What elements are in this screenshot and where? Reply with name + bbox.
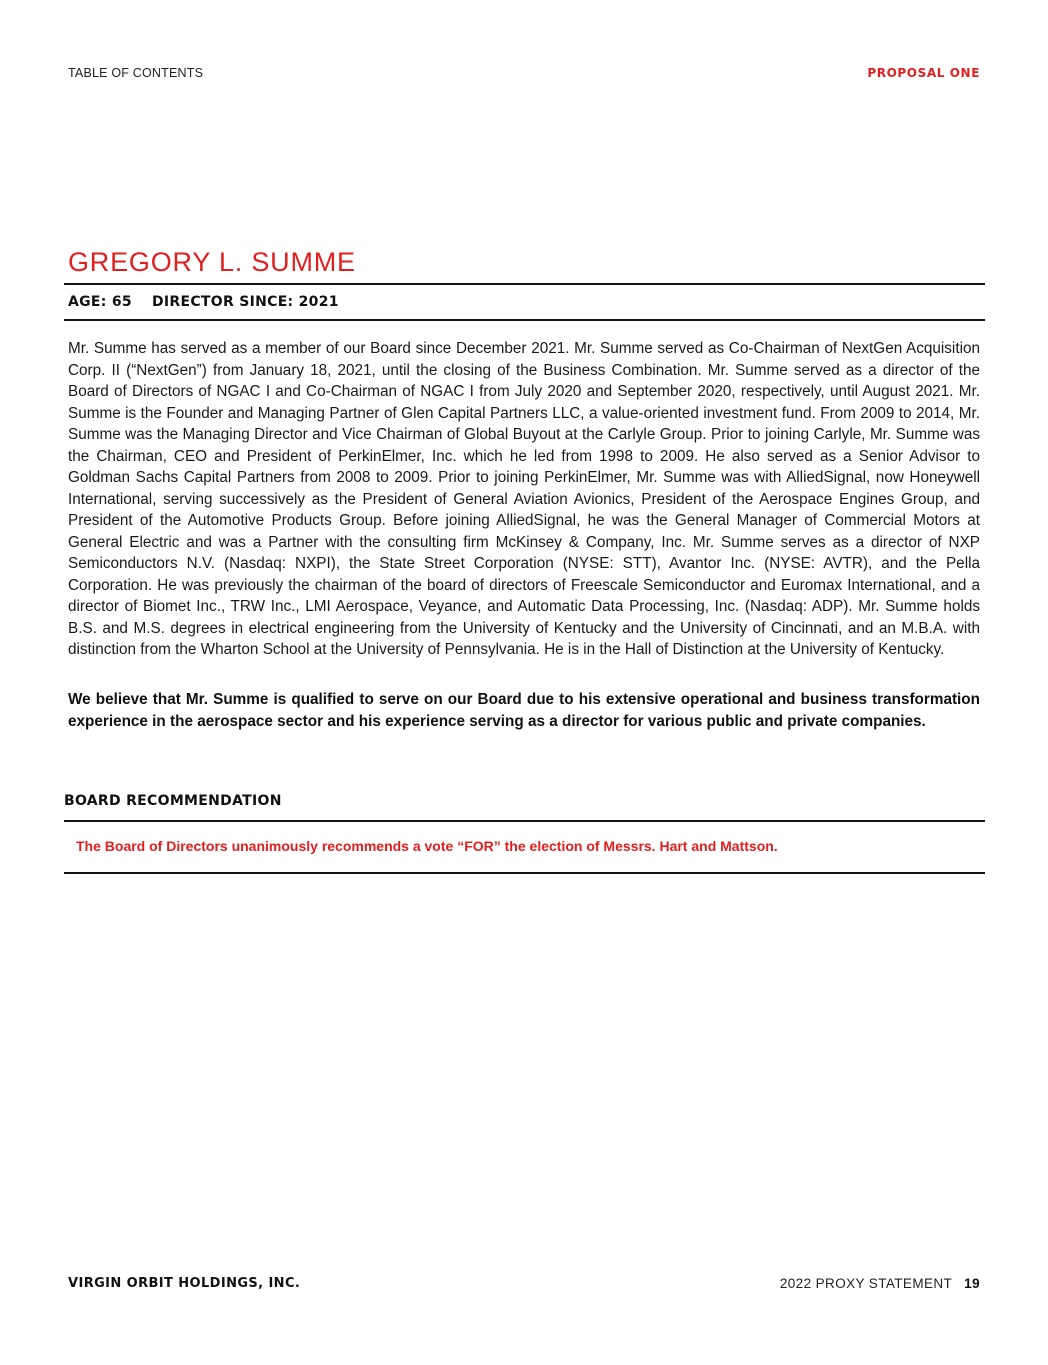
director-meta [68,294,339,310]
director-bio: Mr. Summe has served as a member of our Board since December 2021. Mr. Summe served as Co-Chairman of NextGen Acquisition Corp. II (“NextGen”) from January 18, 2021, until the closing of the Business Combination. Mr. Summe served as a director of the Board of Directors of NGAC I and Co-Chairman of NGAC I from July 2020 and September 2020, respectively, until August 2021. Mr. Summe is the Founder and Managing Partner of Glen Capital Partners LLC, a value-oriented investment fund. From 2009 to 2014, Mr. Summe was the Managing Director and Vice Chairman of Global Buyout at the Carlyle Group. Prior to joining Carlyle, Mr. Summe was the Chairman, CEO and President of PerkinElmer, Inc. which he led from 1998 to 2009. He also served as a Senior Advisor to Goldman Sachs Capital Partners from 2008 to 2009. Prior to joining PerkinElmer, Mr. Summe was with AlliedSignal, now Honeywell International, serving successively as the President of General Aviation Avionics, President of the Aerospace Engines Group, and President of the Automotive Products Group. Before joining AlliedSignal, he was the General Manager of Commercial Motors at General Electric and was a Partner with the consulting firm McKinsey & Company, Inc. Mr. Summe serves as a director of NXP Semiconductors N.V. (Nasdaq: NXPI), the State Street Corporation (NYSE: STT), Avantor Inc. (NYSE: AVTR), and the Pella Corporation. He was previously the chairman of the board of directors of Freescale Semiconductor and Euromax International, and a director of Biomet Inc., TRW Inc., LMI Aerospace, Veyance, and Automatic Data Processing, Inc. (Nasdaq: ADP). Mr. Summe holds B.S. and M.S. degrees in electrical engineering from the University of Kentucky and the University of Cincinnati, and an M.B.A. with distinction from the Wharton School at the University of Pennsylvania. He is in the Hall of Distinction at the University of Kentucky. [68,340,980,658]
board-recommendation-text: The Board of Directors unanimously recommends a vote “FOR” the election of Messrs. Hart and Mattson. [76,838,778,854]
divider [64,283,985,285]
section-label: PROPOSAL ONE [867,66,980,80]
director-name: GREGORY L. SUMME [68,247,356,277]
page-number: 19 [964,1276,980,1291]
table-of-contents-link[interactable]: TABLE OF CONTENTS [68,66,204,80]
director-qualification: We believe that Mr. Summe is qualified to serve on our Board due to his extensive operational and business transformation experience in the aerospace sector and his experience serving as a director for various public and private companies. [68,691,980,730]
director-since: DIRECTOR SINCE: 2021 [151,294,339,310]
divider [64,319,985,321]
director-age: AGE: 65 [68,294,132,310]
board-recommendation-heading: BOARD RECOMMENDATION [64,793,282,809]
footer-document [780,1276,980,1291]
footer-company: VIRGIN ORBIT HOLDINGS, INC. [68,1276,301,1291]
divider [64,872,985,874]
footer-document-title: 2022 PROXY STATEMENT [779,1276,953,1291]
divider [64,820,985,822]
